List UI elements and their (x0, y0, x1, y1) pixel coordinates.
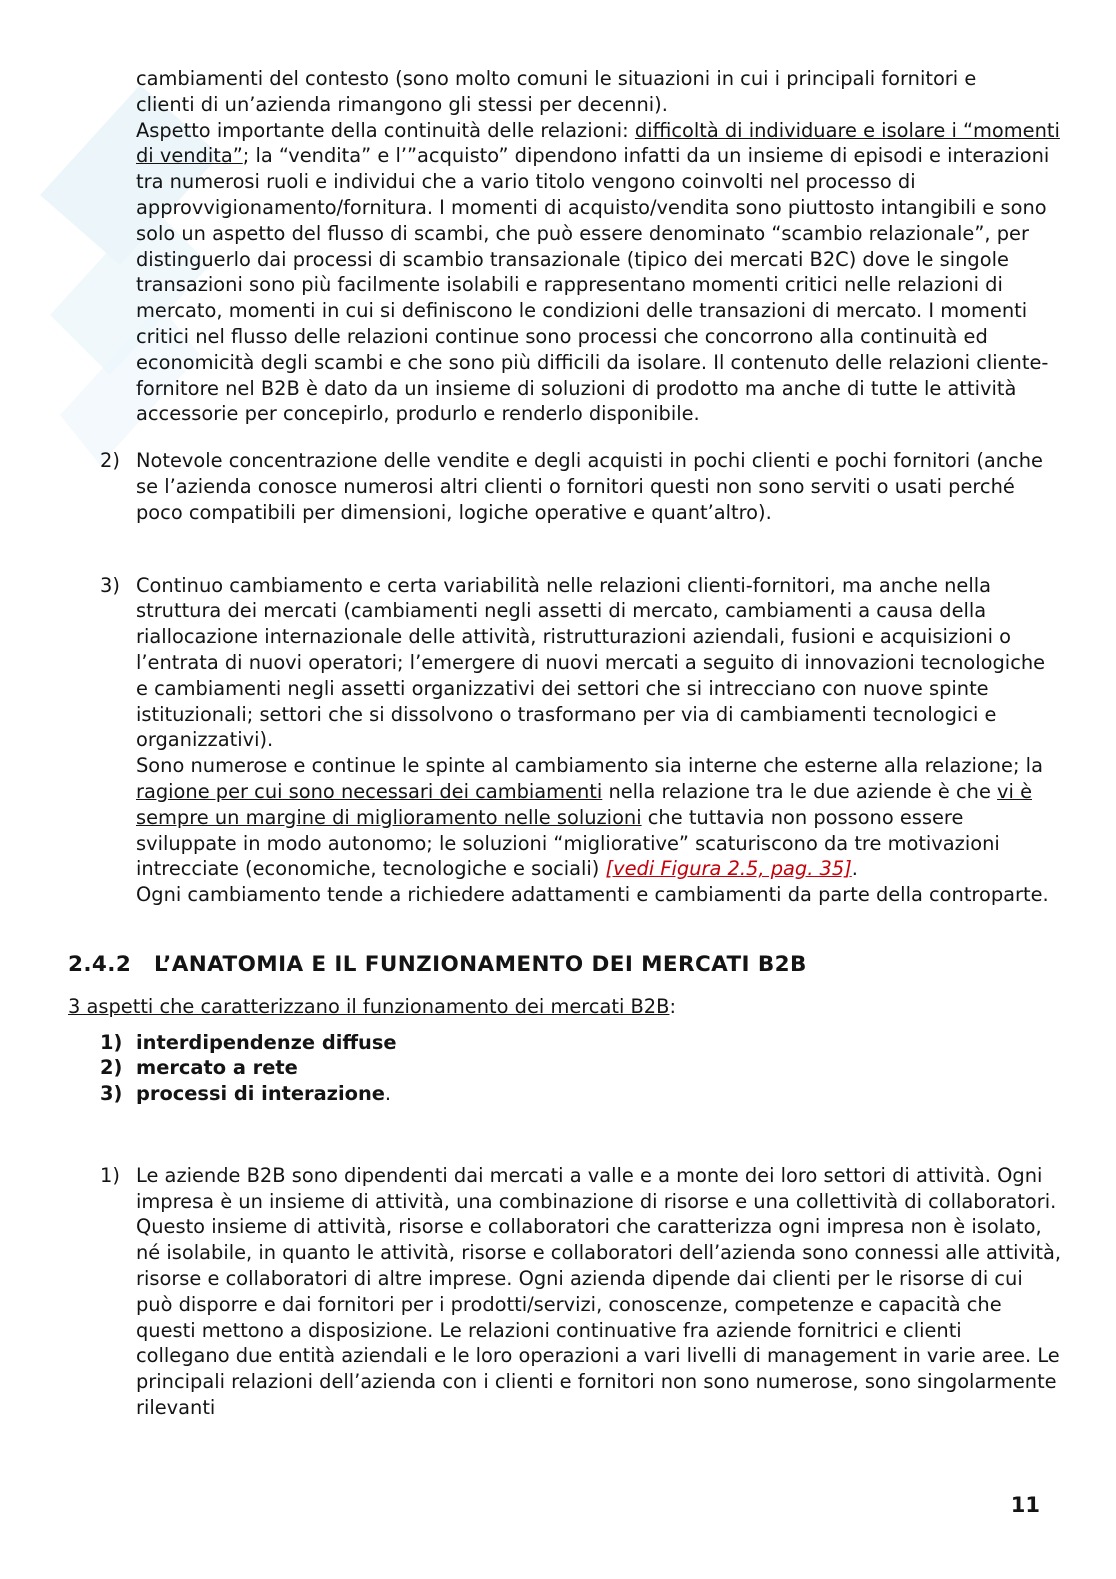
page-number: 11 (1010, 1493, 1040, 1517)
aspect-label: interdipendenze diffuse (136, 1030, 397, 1054)
figure-reference-link[interactable]: [vedi Figura 2.5, pag. 35] (605, 857, 852, 881)
aspects-list-item (100, 1030, 1116, 1056)
aspect-number: 3) (100, 1082, 123, 1106)
aspect-label: processi di interazione (136, 1082, 385, 1106)
aspects-list (100, 1030, 1116, 1107)
p2-a: Sono numerose e continue le spinte al cambiamento sia interne che esterne alla relazione; la (136, 754, 1043, 778)
aspects-intro-text: 3 aspetti che caratterizzano il funzionamento dei mercati B2B (68, 994, 670, 1018)
p2-c: che tuttavia non possono essere sviluppate in modo autonomo; le soluzioni “migliorative” scaturiscono da tre motivazioni intrecciate (economiche, tecnologiche e sociali) (136, 805, 1000, 881)
list-item-2-text: Notevole concentrazione delle vendite e degli acquisti in pochi clienti e pochi fornitori (anche se l’azienda conosce numerosi altri clienti o fornitori questi non sono serviti o usati perché poco compatibili per dimensioni, logiche operative e quant’altro). (136, 449, 1043, 524)
page-content (0, 66, 1116, 1421)
interdependence-item (100, 1163, 1062, 1421)
list-item-3-paragraph-2 (136, 753, 1061, 882)
continuity-lead: Aspetto importante della continuità delle relazioni: (136, 118, 635, 142)
list-item-3 (100, 573, 1061, 908)
aspects-intro-colon: : (669, 994, 676, 1018)
p2-end: . (851, 857, 858, 881)
p2-underlined-2: vi è sempre un margine di miglioramento nelle soluzioni (136, 779, 1033, 829)
list-item-2-number: 2) (100, 449, 120, 473)
list-item-3-text: Continuo cambiamento e certa variabilità nelle relazioni clienti-fornitori, ma anche nella struttura dei mercati (cambiamenti negli assetti di mercato, cambiamenti a causa della riallocazione internazionale delle attività, ristrutturazioni aziendali, fusioni e acquisizioni o l’entrata di nuovi operatori; l’emergere di nuovi mercati a seguito di innovazioni tecnologiche e cambiamenti negli assetti organizzativi dei settori che si intrecciano con nuove spinte istituzionali; settori che si dissolvono o trasformano per via di cambiamenti tecnologici e organizzativi). (136, 573, 1046, 752)
section-title: L’ANATOMIA E IL FUNZIONAMENTO DEI MERCATI B2B (154, 951, 807, 977)
aspects-intro (68, 994, 1116, 1020)
continuity-rest: ; la “vendita” e l’”acquisto” dipendono infatti da un insieme di episodi e interazioni tra numerosi ruoli e individui che a vario titolo vengono coinvolti nel processo di approvvigionamento/fornitura. I momenti di acquisto/vendita sono piuttosto intangibili e sono solo un aspetto del flusso di scambi, che può essere denominato “scambio relazionale”, per distinguerlo dai processi di scambio transazionale (tipico dei mercati B2C) dove le singole transazioni sono più facilmente isolabili e rappresentano momenti critici nelle relazioni di mercato, momenti in cui si definiscono le condizioni delle transazioni di mercato. I momenti critici nel flusso delle relazioni continue sono processi che concorrono alla continuità ed economicità degli scambi e che sono più difficili da isolare. Il contenuto delle relazioni cliente-fornitore nel B2B è dato da un insieme di soluzioni di prodotto ma anche di tutte le attività accessorie per concepirlo, produrlo e renderlo disponibile. (136, 144, 1050, 426)
section-number: 2.4.2 (68, 951, 132, 977)
p2-b: nella relazione tra le due aziende è che (602, 779, 998, 803)
section-heading (68, 952, 1116, 978)
top-paragraph-line1: cambiamenti del contesto (sono molto comuni le situazioni in cui i principali fornitori e (136, 67, 977, 90)
aspect-label: mercato a rete (136, 1056, 298, 1080)
aspect-trail: . (384, 1082, 392, 1106)
top-paragraph (136, 66, 1061, 427)
aspect-number: 2) (100, 1056, 123, 1080)
p2-underlined-1: ragione per cui sono necessari dei cambiamenti (136, 779, 603, 803)
continuity-underlined: difficoltà di individuare e isolare i “momenti di vendita” (136, 118, 1060, 168)
top-paragraph-line2: clienti di un’azienda rimangono gli stessi per decenni). (136, 92, 668, 116)
aspects-list-item (100, 1081, 1116, 1107)
interdependence-item-text: Le aziende B2B sono dipendenti dai mercati a valle e a monte dei loro settori di attività. Ogni impresa è un insieme di attività, una combinazione di risorse e una collettività di collaboratori. Questo insieme di attività, risorse e collaboratori che caratterizza ogni impresa non è isolato, né isolabile, in quanto le attività, risorse e collaboratori dell’azienda sono connessi alle attività, risorse e collaboratori di altre imprese. Ogni azienda dipende dai clienti per le risorse di cui può disporre e dai fornitori per i prodotti/servizi, conoscenze, competenze e capacità che questi mettono a disposizione. Le relazioni continuative fra aziende fornitrici e clienti collegano due entità aziendali e le loro operazioni a vari livelli di management in varie aree. Le principali relazioni dell’azienda con i clienti e fornitori non sono numerose, sono singolarmente rilevanti (136, 1163, 1062, 1420)
aspects-list-item (100, 1055, 1116, 1081)
list-item-2 (100, 448, 1061, 525)
list-item-3-paragraph-3: Ogni cambiamento tende a richiedere adattamenti e cambiamenti da parte della controparte. (136, 883, 1049, 907)
aspect-number: 1) (100, 1030, 123, 1054)
interdependence-item-number: 1) (100, 1163, 120, 1187)
list-item-3-number: 3) (100, 573, 120, 597)
